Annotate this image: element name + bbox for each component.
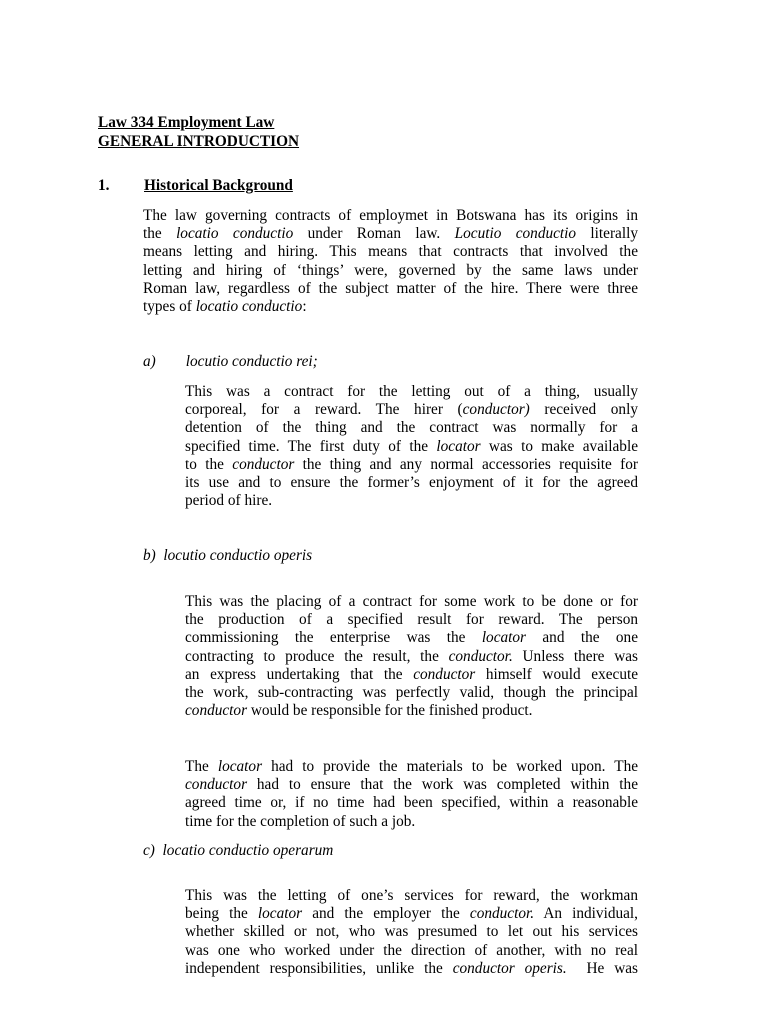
text-line: being the locator and the employer the conductor. An individual, <box>185 905 638 923</box>
document-subtitle: GENERAL INTRODUCTION <box>98 133 300 150</box>
course-title: Law 334 Employment Law <box>98 114 275 131</box>
paragraph-c <box>185 887 638 978</box>
text-line: an express undertaking that the conductor himself would execute <box>185 665 639 683</box>
text-line: conductor would be responsible for the finished product. <box>185 702 533 720</box>
text-line: corporeal, for a reward. The hirer (conductor) received only <box>185 401 638 419</box>
text-line: to the conductor the thing and any normal accessories requisite for <box>185 455 638 473</box>
text-line: the work, sub-contracting was perfectly valid, though the principal <box>185 684 638 702</box>
intro-paragraph <box>143 207 638 316</box>
section-number: 1. <box>98 177 110 194</box>
subheading-c: c) locatio conductio operarum <box>143 842 334 859</box>
text-line: types of locatio conductio: <box>143 298 307 316</box>
text-line: The locator had to provide the materials to be worked upon. The <box>185 758 639 775</box>
text-line: whether skilled or not, who was presumed to let out his services <box>185 923 638 941</box>
text-line: The law governing contracts of employmet in Botswana has its origins in <box>143 207 638 224</box>
text-line: conductor had to ensure that the work was completed within the <box>185 776 638 794</box>
text-line: was one who worked under the direction of another, with no real <box>185 941 638 959</box>
subheading-a: a) locutio conductio rei; <box>143 353 318 370</box>
text-line: This was the placing of a contract for some work to be done or for <box>185 593 638 610</box>
section-heading: Historical Background <box>144 177 293 194</box>
text-line: independent responsibilities, unlike the conductor operis. He was <box>185 959 638 977</box>
text-line: This was the letting of one’s services for reward, the workman <box>185 887 638 904</box>
text-line: specified time. The first duty of the locator was to make available <box>185 437 638 455</box>
text-line: means letting and hiring. This means that contracts that involved the <box>143 243 638 261</box>
text-line: This was a contract for the letting out of a thing, usually <box>185 383 638 400</box>
text-line: letting and hiring of ‘things’ were, governed by the same laws under <box>143 261 638 279</box>
text-line: the production of a specified result for reward. The person <box>185 611 638 629</box>
text-line: its use and to ensure the former’s enjoyment of it for the agreed <box>185 474 638 492</box>
paragraph-b1 <box>185 593 638 720</box>
subheading-b: b) locutio conductio operis <box>143 547 313 564</box>
text-line: agreed time or, if no time had been specified, within a reasonable <box>185 794 638 812</box>
text-line: commissioning the enterprise was the locator and the one <box>185 629 638 647</box>
text-line: detention of the thing and the contract was normally for a <box>185 419 638 437</box>
text-line: Roman law, regardless of the subject matter of the hire. There were three <box>143 279 638 297</box>
text-line: contracting to produce the result, the conductor. Unless there was <box>185 647 638 665</box>
paragraph-a <box>185 383 638 510</box>
text-line: time for the completion of such a job. <box>185 812 416 830</box>
paragraph-b2 <box>185 758 638 831</box>
text-line: period of hire. <box>185 492 273 510</box>
text-line: the locatio conductio under Roman law. Locutio conductio literally <box>143 225 638 243</box>
